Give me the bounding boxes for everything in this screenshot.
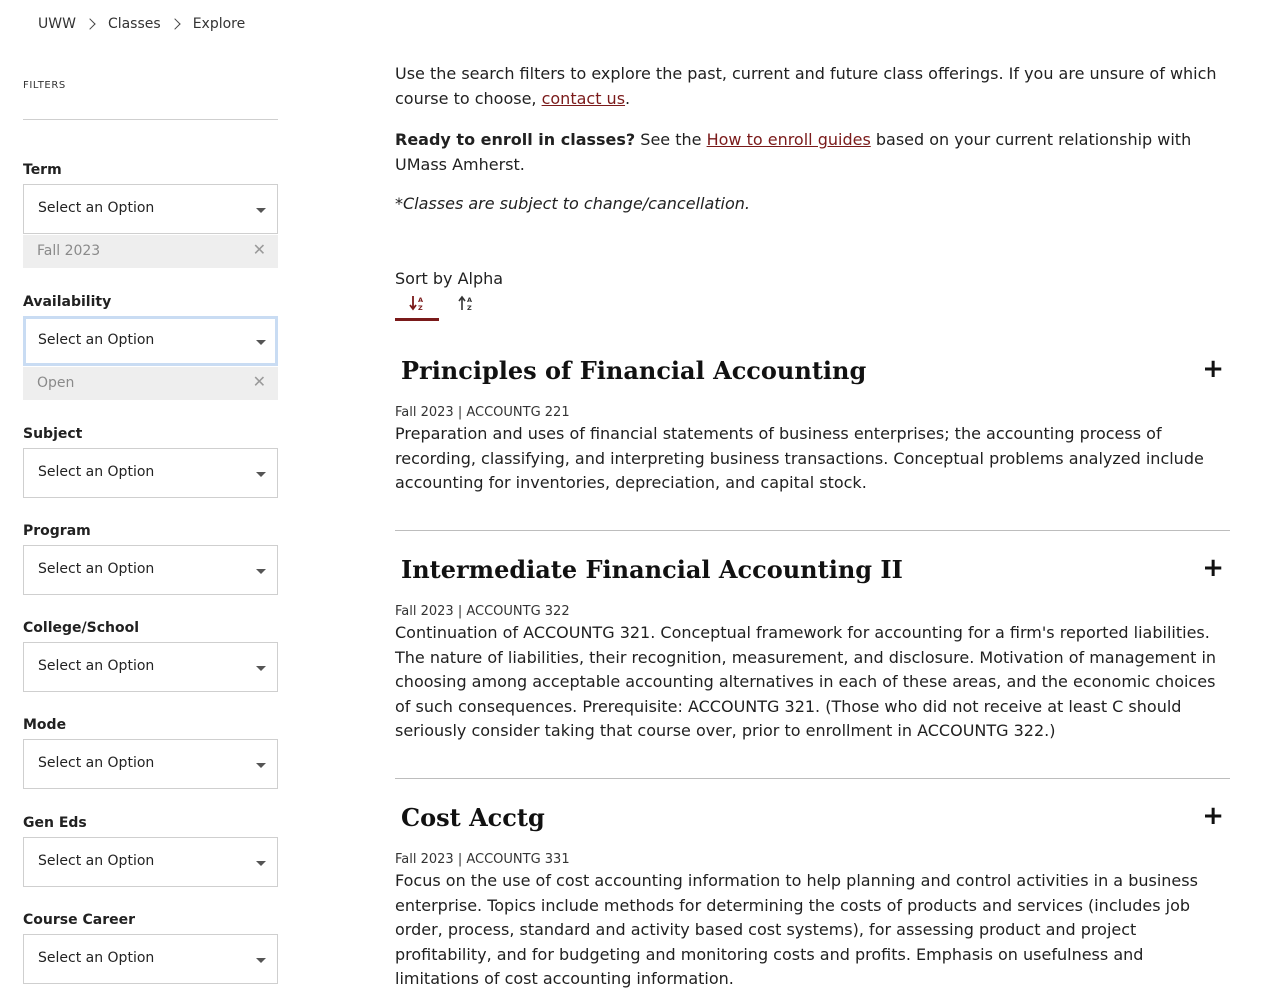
filter-label-college-school: College/School (23, 620, 139, 636)
sort-buttons (395, 291, 503, 321)
expand-plus-icon[interactable]: + (1202, 354, 1224, 384)
svg-text:A: A (418, 296, 424, 304)
remove-availability-icon[interactable]: ✕ (252, 372, 266, 391)
filter-label-subject: Subject (23, 426, 83, 442)
subject-select-value: Select an Option (38, 464, 155, 480)
filter-college-school (23, 618, 278, 692)
course-description: Preparation and uses of financial statements of business enterprises; the accounting process of recording, classifying, and interpreting business transactions. Conceptual problems analyzed include accounting for inventories, depreciation, and capital stock. (395, 424, 1204, 492)
caret-down-icon (256, 340, 266, 345)
filter-label-term: Term (23, 162, 62, 178)
gen-eds-select[interactable] (23, 837, 278, 887)
caret-down-icon (256, 569, 266, 574)
filter-course-career (23, 910, 278, 984)
course-divider (395, 530, 1230, 531)
course-divider (395, 778, 1230, 779)
chevron-right-icon (169, 18, 180, 29)
availability-chip-label: Open (37, 375, 75, 391)
expand-plus-icon[interactable]: + (1202, 801, 1224, 831)
svg-text:Z: Z (467, 304, 472, 311)
caret-down-icon (256, 208, 266, 213)
filter-label-course-career: Course Career (23, 912, 135, 928)
course-description: Focus on the use of cost accounting information to help planning and control activities in a business enterprise. Topics include methods for determining the costs of products and services (includes job order, process, standard and activity based cost systems), for assessing product and project profitability, and for budgeting and monitoring costs and profits. Emphasis on usefulness and limitations of cost accounting information. (395, 871, 1198, 988)
filter-label-availability: Availability (23, 294, 112, 310)
svg-text:Z: Z (418, 304, 423, 311)
enroll-text-end: based on your current relationship with UMass Amherst. (395, 130, 1192, 174)
course-title[interactable]: Cost Acctg (401, 803, 545, 832)
availability-select[interactable] (23, 316, 278, 366)
chevron-right-icon (84, 18, 95, 29)
breadcrumb-uww[interactable]: UWW (38, 16, 76, 32)
breadcrumb-explore: Explore (192, 16, 246, 32)
how-to-enroll-link[interactable]: How to enroll guides (706, 130, 871, 149)
filter-label-program: Program (23, 523, 91, 539)
term-select-value: Select an Option (38, 200, 155, 216)
svg-text:A: A (467, 296, 473, 304)
term-chip-label: Fall 2023 (37, 243, 101, 259)
intro-text: Use the search filters to explore the past, current and future class offerings. If you are unsure of which course to choose, (395, 64, 1217, 108)
filter-label-mode: Mode (23, 717, 67, 733)
sort-z-to-a-button[interactable] (439, 291, 493, 321)
caret-down-icon (256, 472, 266, 477)
availability-select-value: Select an Option (38, 332, 155, 348)
sort-control (395, 267, 503, 321)
enroll-text: See the (635, 130, 707, 149)
filter-gen-eds (23, 813, 278, 887)
mode-select[interactable] (23, 739, 278, 789)
program-select-value: Select an Option (38, 561, 155, 577)
gen-eds-select-value: Select an Option (38, 853, 155, 869)
sort-a-to-z-button[interactable] (395, 291, 439, 321)
course-meta: Fall 2023 | ACCOUNTG 331 (395, 852, 570, 867)
caret-down-icon (256, 666, 266, 671)
remove-term-icon[interactable]: ✕ (252, 240, 266, 259)
filters-divider (23, 119, 278, 120)
course-title[interactable]: Principles of Financial Accounting (401, 356, 867, 385)
disclaimer: *Classes are subject to change/cancellation. (395, 194, 750, 213)
availability-selected-chip (23, 367, 278, 400)
filter-availability (23, 292, 278, 400)
college-school-select[interactable] (23, 642, 278, 692)
filter-term (23, 160, 278, 268)
caret-down-icon (256, 958, 266, 963)
intro-period: . (625, 88, 631, 108)
filter-program (23, 521, 278, 595)
course-description: Continuation of ACCOUNTG 321. Conceptual framework for accounting for a firm's reported liabilities. The nature of liabilities, their recognition, measurement, and disclosure. Motivation of management in choosing among acceptable accounting alternatives in each of these areas, and the economic choices of such consequences. Prerequisite: ACCOUNTG 321. (Those who did not receive at least C should seriously consider taking that course over, prior to enrollment in ACCOUNTG 322.) (395, 623, 1217, 740)
caret-down-icon (256, 861, 266, 866)
subject-select[interactable] (23, 448, 278, 498)
expand-plus-icon[interactable]: + (1202, 553, 1224, 583)
filter-label-gen-eds: Gen Eds (23, 815, 87, 831)
term-select[interactable] (23, 184, 278, 234)
course-meta: Fall 2023 | ACCOUNTG 322 (395, 604, 570, 619)
filter-mode (23, 715, 278, 789)
college-school-select-value: Select an Option (38, 658, 155, 674)
sort-label: Sort by Alpha (395, 269, 504, 288)
filters-sidebar (23, 76, 278, 966)
course-career-select-value: Select an Option (38, 950, 155, 966)
enroll-paragraph (395, 128, 1230, 177)
enroll-question: Ready to enroll in classes? (395, 130, 636, 149)
course-career-select[interactable] (23, 934, 278, 984)
breadcrumb-classes[interactable]: Classes (107, 16, 161, 32)
caret-down-icon (256, 763, 266, 768)
intro-paragraph (395, 62, 1235, 111)
program-select[interactable] (23, 545, 278, 595)
sort-ascending-icon (409, 295, 425, 311)
term-selected-chip (23, 235, 278, 268)
sort-descending-icon (458, 295, 474, 311)
course-meta: Fall 2023 | ACCOUNTG 221 (395, 405, 570, 420)
course-title[interactable]: Intermediate Financial Accounting II (401, 555, 903, 584)
breadcrumb (38, 14, 245, 34)
contact-us-link[interactable]: contact us (541, 88, 626, 108)
mode-select-value: Select an Option (38, 755, 155, 771)
filters-heading: FILTERS (23, 80, 66, 91)
filter-subject (23, 424, 278, 498)
